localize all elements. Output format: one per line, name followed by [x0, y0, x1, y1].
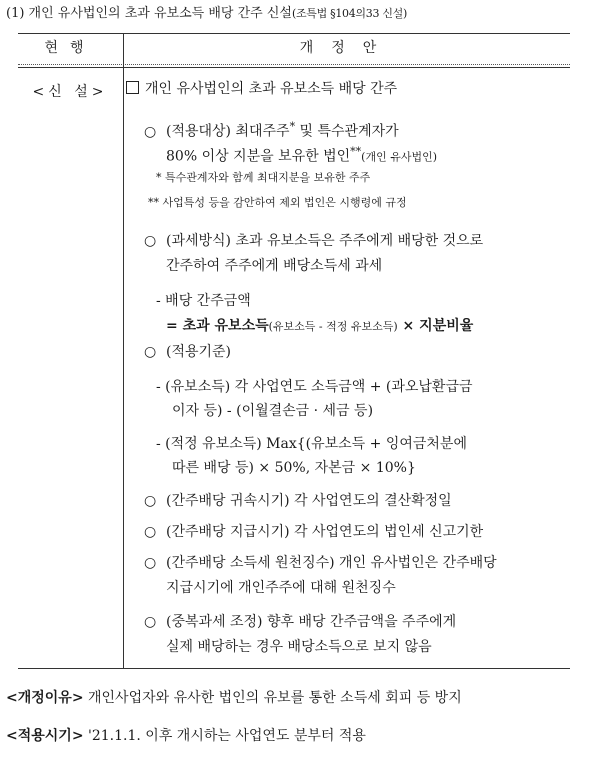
- item-tax-method-label: (과세방식): [166, 233, 232, 249]
- checkbox-square-icon: [126, 81, 139, 94]
- table-header-divider: [18, 64, 570, 65]
- retained-income-line2: 이자 등) - (이월결손금 · 세금 등): [172, 403, 374, 419]
- item-attribution-time: [144, 492, 452, 510]
- formula-prefix: = 초과 유보소득: [166, 318, 269, 334]
- circle-bullet-icon: ○: [144, 493, 157, 509]
- section-title-main: (1) 개인 유사법인의 초과 유보소득 배당 간주 신설: [6, 6, 292, 21]
- effective-date: [6, 727, 366, 745]
- header-current: 현행: [44, 40, 96, 56]
- revision-heading-text: 개인 유사법인의 초과 유보소득 배당 간주: [145, 81, 398, 97]
- revision-reason: [6, 689, 462, 707]
- circle-bullet-icon: ○: [144, 123, 157, 140]
- item-scope-text: 80% 이상 지분을 보유한 법인: [166, 148, 351, 165]
- item-payment-text: 각 사업연도의 법인세 신고기한: [289, 524, 484, 540]
- revision-reason-text: 개인사업자와 유사한 법인의 유보를 통한 소득세 회피 등 방지: [83, 690, 462, 706]
- item-double-tax-label: (중복과세 조정): [166, 614, 263, 630]
- item-payment-label: (간주배당 지급시기): [166, 524, 290, 540]
- circle-bullet-icon: ○: [144, 614, 157, 630]
- revision-reason-label: <개정이유>: [6, 690, 84, 706]
- deemed-amount-title: - 배당 간주금액: [156, 293, 251, 309]
- item-criteria-label: (적용기준): [166, 344, 232, 360]
- item-tax-method-line2: 간주하여 주주에게 배당소득세 과세: [166, 258, 383, 274]
- item-scope-text: 및 특수관계자가: [295, 123, 399, 140]
- header-revision: 개정안: [299, 40, 395, 56]
- item-double-tax-text: 향후 배당 간주금액을 주주에게: [262, 614, 457, 630]
- effective-date-label: <적용시기>: [6, 728, 84, 744]
- item-scope: [144, 118, 399, 141]
- circle-bullet-icon: ○: [144, 524, 157, 540]
- revision-heading: [126, 80, 397, 98]
- item-criteria: [144, 343, 231, 361]
- table-column-divider: [123, 33, 124, 669]
- table-bottom-border: [18, 668, 570, 669]
- item-withholding: [144, 554, 497, 572]
- formula-paren: (유보소득 - 적정 유보소득): [268, 320, 398, 333]
- item-tax-method: [144, 232, 483, 250]
- new-provision-tag: <신 설>: [32, 84, 108, 100]
- item-scope-label: (적용대상): [166, 123, 232, 140]
- deemed-amount-formula: [166, 317, 473, 336]
- item-attribution-label: (간주배당 귀속시기): [166, 493, 290, 509]
- formula-suffix: × 지분비율: [397, 318, 474, 334]
- comparison-table: [18, 33, 570, 669]
- item-scope-text: 최대주주: [231, 123, 290, 140]
- law-reference: (조특법 §104의33 신설): [291, 7, 407, 20]
- item-scope-paren: (개인 유사법인): [361, 150, 438, 164]
- circle-bullet-icon: ○: [144, 233, 157, 249]
- circle-bullet-icon: ○: [144, 555, 157, 571]
- item-withholding-line2: 지급시기에 개인주주에 대해 원천징수: [166, 580, 396, 596]
- circle-bullet-icon: ○: [144, 344, 157, 360]
- retained-income-line1: - (유보소득) 각 사업연도 소득금액 + (과오납환급금: [156, 379, 473, 395]
- proper-retained-line2: 따른 배당 등) × 50%, 자본금 × 10%}: [172, 460, 416, 476]
- footnote-1: * 특수관계자와 함께 최대지분을 보유한 주주: [156, 171, 371, 184]
- item-withholding-text: 개인 유사법인은 간주배당: [334, 555, 497, 571]
- proper-retained-line1: - (적정 유보소득) Max{(유보소득 + 잉여금처분에: [156, 436, 467, 452]
- item-tax-method-text: 초과 유보소득은 주주에게 배당한 것으로: [231, 233, 484, 249]
- item-double-tax: [144, 613, 456, 631]
- item-withholding-label: (간주배당 소득세 원천징수): [166, 555, 335, 571]
- item-attribution-text: 각 사업연도의 결산확정일: [289, 493, 452, 509]
- footnote-mark: **: [350, 145, 362, 158]
- item-double-tax-line2: 실제 배당하는 경우 배당소득으로 보지 않음: [166, 639, 432, 655]
- footnote-mark: *: [289, 120, 296, 133]
- effective-date-text: '21.1.1. 이후 개시하는 사업연도 분부터 적용: [83, 728, 366, 744]
- item-payment-time: [144, 523, 483, 541]
- footnote-2: ** 사업특성 등을 감안하여 제외 법인은 시행령에 규정: [148, 196, 407, 209]
- section-title: [6, 6, 586, 22]
- table-header-border: [18, 67, 570, 68]
- item-scope-line2: [166, 143, 437, 167]
